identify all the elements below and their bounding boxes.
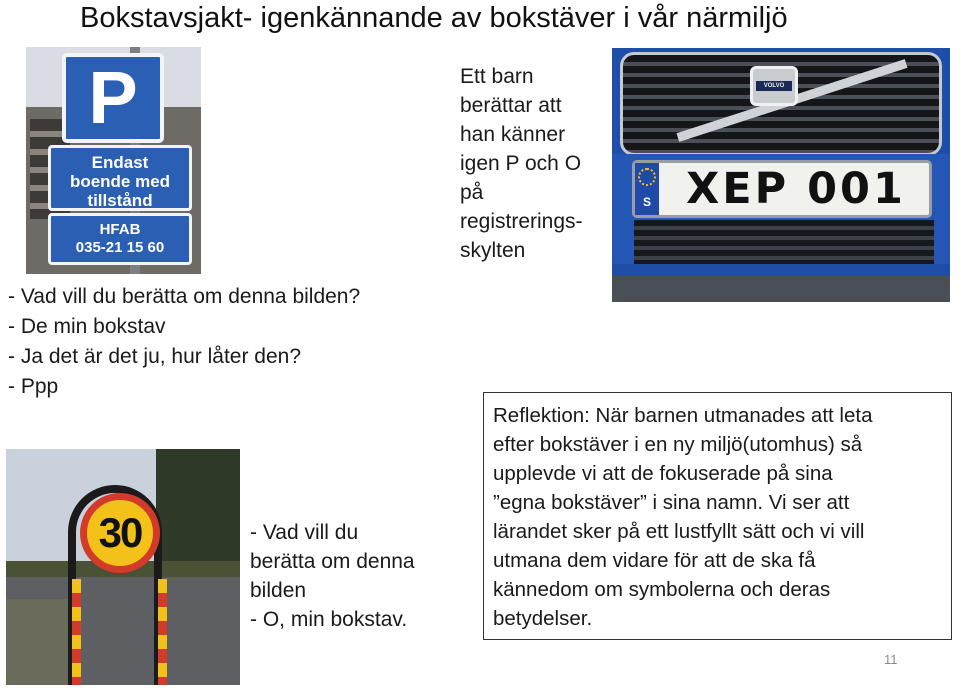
car-plate-photo bbox=[612, 48, 950, 302]
dialog-line: berätta om denna bbox=[250, 550, 415, 573]
dialog-line: - De min bokstav bbox=[8, 315, 166, 338]
caption-line: Ett barn bbox=[460, 65, 534, 88]
photo-ground bbox=[612, 276, 950, 302]
reflection-box bbox=[483, 392, 952, 640]
plate-number: XEP 001 bbox=[686, 164, 906, 214]
reflection-line: ”egna bokstäver” i sina namn. Vi ser att bbox=[493, 491, 850, 514]
caption-line: skylten bbox=[460, 239, 526, 262]
reflection-line: kännedom om symbolerna och deras bbox=[493, 578, 831, 601]
caption-line: han känner bbox=[460, 123, 566, 146]
dialog-line: - O, min bokstav. bbox=[250, 608, 408, 631]
brand-text: VOLVO bbox=[756, 81, 792, 91]
sign-line: boende med bbox=[69, 172, 171, 191]
reflection-line: lärandet sker på ett lustfyllt sätt och vi vill bbox=[493, 520, 865, 543]
child-caption bbox=[460, 62, 610, 265]
striped-post bbox=[158, 579, 167, 685]
sign-line: 035-21 15 60 bbox=[75, 239, 165, 256]
lower-grille bbox=[634, 220, 934, 264]
sign-line: HFAB bbox=[99, 221, 141, 238]
dialog-line: - Ppp bbox=[8, 375, 59, 398]
dialog-speed bbox=[250, 518, 450, 634]
residents-only-sign bbox=[48, 145, 192, 211]
reflection-line: efter bokstäver i en ny miljö(utomhus) så bbox=[493, 433, 863, 456]
speed-limit-sign: 30 bbox=[80, 493, 160, 573]
dialog-line: - Vad vill du berätta om denna bilden? bbox=[8, 285, 361, 308]
caption-line: på bbox=[460, 181, 484, 204]
dialog-parking bbox=[8, 282, 438, 402]
parking-sign-photo bbox=[26, 47, 201, 274]
country-code: S bbox=[642, 195, 651, 209]
sign-line: Endast bbox=[91, 153, 149, 172]
dialog-line: - Ja det är det ju, hur låter den? bbox=[8, 345, 302, 368]
hfab-sign bbox=[48, 213, 192, 265]
reflection-line: Reflektion: När barnen utmanades att leta bbox=[493, 404, 873, 427]
caption-line: igen P och O bbox=[460, 152, 582, 175]
reflection-line: betydelser. bbox=[493, 607, 593, 630]
caption-line: registrerings- bbox=[460, 210, 583, 233]
parking-sign bbox=[62, 53, 164, 143]
eu-flag-icon bbox=[635, 163, 659, 215]
page-number: 11 bbox=[884, 652, 898, 667]
photo-verge bbox=[6, 599, 76, 685]
dialog-line: - Vad vill du bbox=[250, 521, 359, 544]
sign-line: tillstånd bbox=[87, 191, 153, 210]
speed-sign-photo bbox=[6, 449, 240, 685]
eu-stars-icon bbox=[638, 168, 656, 186]
caption-line: berättar att bbox=[460, 94, 562, 117]
volvo-logo-icon bbox=[750, 66, 798, 106]
parking-letter: P bbox=[88, 56, 138, 139]
dialog-line: bilden bbox=[250, 579, 307, 602]
reflection-line: utmana dem vidare för att de ska få bbox=[493, 549, 816, 572]
striped-post bbox=[72, 579, 81, 685]
license-plate bbox=[632, 160, 932, 218]
slide-title: Bokstavsjakt- igenkännande av bokstäver i vår närmiljö bbox=[80, 2, 788, 34]
reflection-line: upplevde vi att de fokuserade på sina bbox=[493, 462, 833, 485]
